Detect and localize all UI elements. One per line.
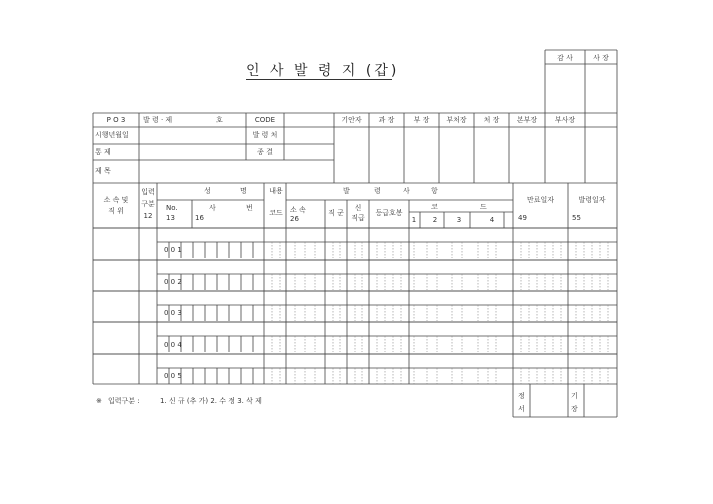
approval-dept-head: 부 장 [413, 116, 430, 124]
row-number: 0 0 5 [164, 372, 182, 380]
col-emp-no-1: 사 [209, 204, 216, 212]
header-decision-label: 종 결 [257, 148, 273, 156]
col-name-2: 명 [240, 187, 247, 195]
col-code-group-2: 드 [480, 203, 487, 211]
footer-note-label: 입력구분 : [108, 397, 140, 405]
col-code-1: 1 [411, 216, 417, 224]
col-dept-label: 소 속 [290, 206, 306, 214]
col-content: 내용 [269, 187, 283, 195]
col-input-type-1: 입력 [141, 188, 155, 196]
col-order-matter-1: 발 [343, 187, 350, 195]
col-order-matter-4: 항 [431, 187, 438, 195]
header-effective-date-label: 시행년월일 [95, 131, 129, 139]
col-emp-no-2: 번 [246, 204, 253, 212]
footer-note-mark: ※ [96, 397, 102, 405]
footer-note-items: 1. 신 규 (추 가) 2. 수 정 3. 삭 제 [160, 397, 262, 405]
col-name-1: 성 [204, 187, 211, 195]
row-number: 0 0 1 [164, 246, 182, 254]
footer-entry-1: 기 [571, 392, 578, 400]
col-grade: 등급호봉 [375, 209, 403, 217]
col-input-type-2: 구분 [141, 200, 155, 208]
header-notice-label: 통 제 [95, 148, 111, 156]
approval-auditor-label: 감 사 [557, 54, 573, 62]
col-code-group-1: 코 [431, 203, 438, 211]
col-dept-start: 26 [290, 215, 299, 223]
col-code-2: 2 [432, 216, 438, 224]
col-new-rank-2: 직급 [351, 214, 365, 222]
col-end-date-start: 49 [518, 214, 527, 222]
row-number: 0 0 2 [164, 278, 182, 286]
col-input-type-3: 12 [143, 212, 153, 220]
col-code-3: 3 [456, 216, 462, 224]
col-emp-no-label: No. [166, 204, 178, 212]
header-order-no-label: 발 령 · 제 [143, 116, 173, 124]
approval-director: 처 장 [483, 116, 500, 124]
col-end-date: 만료일자 [526, 196, 555, 204]
col-dept-title-2: 직 위 [108, 207, 124, 215]
header-ho-label: 호 [216, 116, 223, 124]
col-order-date: 발령일자 [578, 196, 606, 204]
col-emp-no-end: 16 [195, 214, 204, 222]
col-dept-title-1: 소 속 및 [103, 196, 129, 204]
col-order-date-start: 55 [572, 214, 581, 222]
col-code-4: 4 [489, 216, 495, 224]
approval-deputy-director: 부처장 [446, 116, 467, 124]
col-job-group: 직 군 [328, 209, 344, 217]
header-subject-label: 제 목 [95, 167, 111, 175]
col-order-matter-3: 사 [403, 187, 410, 195]
row-number: 0 0 4 [164, 341, 182, 349]
title-underline [246, 79, 392, 80]
page-title: 인 사 발 령 지 (갑) [246, 63, 400, 79]
header-issuer-label: 발 령 처 [252, 131, 278, 139]
footer-clean-copy-1: 정 [518, 392, 525, 400]
approval-hq-head: 본부장 [516, 116, 538, 124]
approval-president-label: 사 장 [593, 54, 609, 62]
header-po-code: P O 3 [106, 116, 126, 124]
header-code-label: CODE [254, 116, 276, 124]
approval-section-chief: 과 장 [378, 116, 395, 124]
footer-clean-copy-2: 서 [518, 405, 525, 413]
col-new-rank-1: 신 [354, 204, 362, 212]
approval-vice-president: 부사장 [554, 116, 576, 124]
col-emp-no-start: 13 [166, 214, 175, 222]
footer-entry-2: 장 [571, 405, 578, 413]
approval-drafter: 기안자 [341, 116, 362, 124]
row-number: 0 0 3 [164, 309, 182, 317]
col-order-matter-2: 령 [374, 187, 381, 195]
col-content-code: 코드 [269, 209, 283, 217]
